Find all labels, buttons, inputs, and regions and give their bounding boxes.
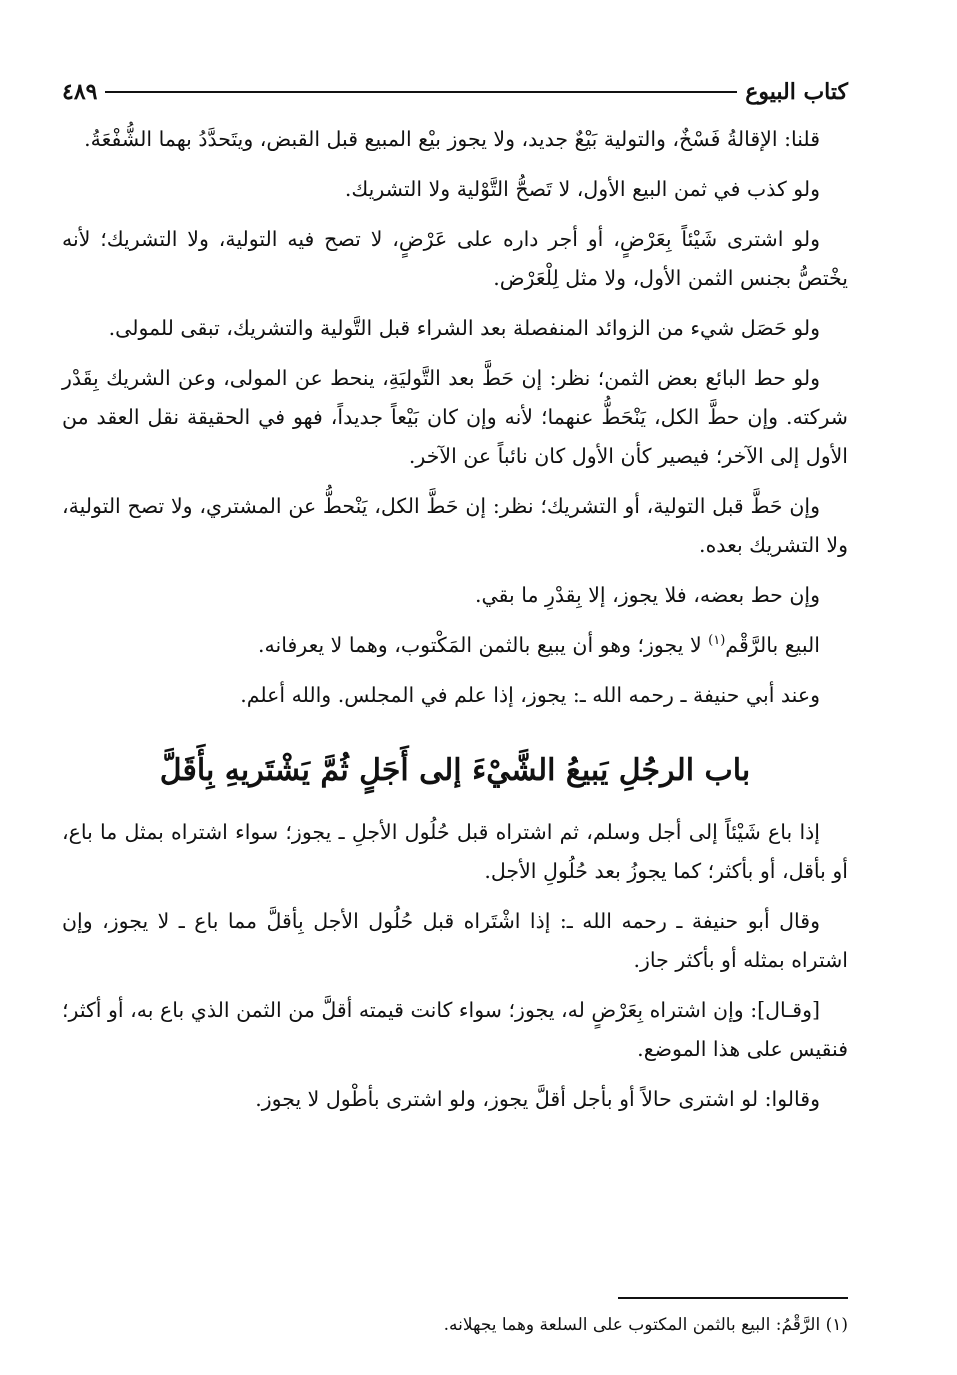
- raqm-text-after: لا يجوز؛ وهو أن يبيع بالثمن المَكْتوب، وهما لا يعرفانه.: [258, 633, 709, 657]
- paragraph-zawaid: ولو حَصَل شيء من الزوائد المنفصلة بعد الشراء قبل التَّولية والتشريك، تبقى للمولى.: [108, 316, 820, 340]
- book-title: كتاب البيوع: [745, 79, 848, 105]
- paragraph-ard: ولو اشترى شَيْئاً بِعَرْضٍ، أو أجر داره على عَرْضٍ، لا تصح فيه التولية، ولا التشريك؛ لأنه يخْتصُّ بجنس الثمن الأول، ولا مثل لِلْعَرْض.: [62, 227, 848, 290]
- paragraph-kadhib: ولو كذب في ثمن البيع الأول، لا تَصحُّ التَّوْلية ولا التشريك.: [344, 177, 820, 201]
- paragraph-ard-purchase: [وقـال]: وإن اشتراه بِعَرْضٍ له، يجوز؛ سواء كانت قيمته أقلَّ من الثمن الذي باع به، أو أكثر؛ فنقيس على هذا الموضع.: [62, 998, 848, 1061]
- running-header: [62, 70, 848, 114]
- footnote-marker[interactable]: (١): [708, 633, 726, 649]
- paragraph-raqm: [62, 626, 848, 665]
- paragraph-abu-hanifa-view: وقال أبو حنيفة ـ رحمه الله ـ: إذا اشْتَراه قبل حُلُول الأجل بِأقلَّ مما باع ـ لا يجوز، وإن اشتراه بمثله أو بأكثر جاز.: [62, 909, 848, 972]
- footnote-rule: [618, 1297, 848, 1299]
- page: [62, 70, 848, 1130]
- paragraph-hatt-before: وإن حَطَّ قبل التولية، أو التشريك؛ نظر: إن حَطَّ الكل، يَنْحطُّ عن المشتري، ولا تصح التولية، ولا التشريك بعده.: [62, 494, 848, 557]
- paragraph-hatt-after: ولو حط البائع بعض الثمن؛ نظر: إن حَطَّ بعد التَّوليَةِ، ينحط عن المولى، وعن الشريك بِقَدْر شركته. وإن حطَّ الكل، يَنْحَطُّ عنهما؛ لأنه وإن كان بَيْعاً جديداً، فهو في الحقيقة نقل العقد من الأول إلى الآخر؛ فيصير كأن الأول كان نائباً عن الآخر.: [62, 366, 848, 468]
- paragraph-abu-hanifa: وعند أبي حنيفة ـ رحمه الله ـ: يجوز، إذا علم في المجلس. والله أعلم.: [240, 683, 820, 707]
- page-number: ٤٨٩: [62, 79, 98, 105]
- footnote: (١) الرَّقْمُ: البيع بالثمن المكتوب على السلعة وهما يجهلانه.: [443, 1315, 848, 1335]
- header-rule: [105, 91, 737, 93]
- chapter-heading: باب الرجُلِ يَبيعُ الشَّيْءَ إلى أَجَلٍ ثُمَّ يَشْتَريهِ بِأَقَلَّ: [159, 753, 751, 788]
- paragraph-iqala: قلنا: الإقالةُ فَسْخٌ، والتولية بَيْعٌ جديد، ولا يجوز بيْع المبيع قبل القبض، ويتَحدَّدُ بهما الشُّفْعَةُ.: [84, 127, 820, 151]
- raqm-text-before: البيع بالرَّقْم: [725, 633, 820, 657]
- paragraph-qalu: وقالوا: لو اشترى حالاً أو بأجل أقلَّ يجوز، ولو اشترى بأطْول لا يجوز.: [255, 1087, 820, 1111]
- paragraph-sale-deferred: إذا باع شَيْئاً إلى أجل وسلم، ثم اشتراه قبل حُلُول الأجلِ ـ يجوز؛ سواء اشتراه بمثل ما باع، أو بأقل، أو بأكثر؛ كما يجوزُ بعد حُلُولِ الأجل.: [62, 820, 848, 883]
- body-text: [62, 120, 848, 1119]
- paragraph-hatt-partial: وإن حط بعضه، فلا يجوز، إلا بِقدْرِ ما بقي.: [475, 583, 820, 607]
